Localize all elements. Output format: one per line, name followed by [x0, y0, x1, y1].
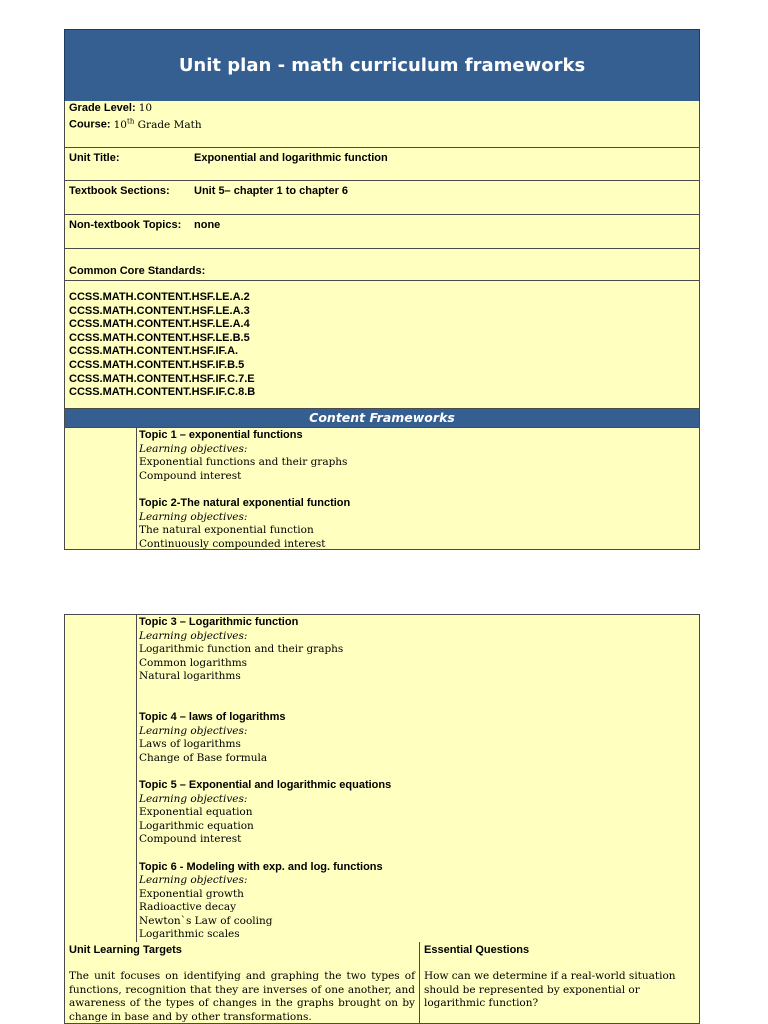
grade-course-row: [65, 101, 699, 147]
ccss-label-row: [65, 248, 699, 280]
course-label: Course:: [69, 118, 111, 131]
learning-targets-label: Unit Learning Targets: [69, 944, 182, 956]
essential-questions-text: How can we determine if a real-world situation should be represented by exponential or logarithmic function?: [424, 970, 676, 1010]
objective-item: Exponential growth: [139, 887, 244, 900]
nontextbook-value: none: [194, 219, 221, 231]
page-title-banner: [64, 29, 700, 102]
topic-title: Topic 3 – Logarithmic function: [139, 616, 299, 628]
targets-questions-row: [64, 942, 700, 1024]
objective-item: The natural exponential function: [139, 524, 314, 537]
objective-item: Laws of logarithms: [139, 738, 241, 751]
standard-item: CCSS.MATH.CONTENT.HSF.LE.A.2: [69, 291, 250, 303]
topics-table-page1: [64, 427, 700, 550]
objective-item: Natural logarithms: [139, 670, 241, 683]
topics-cell: [137, 428, 352, 549]
ccss-label: Common Core Standards:: [69, 265, 206, 277]
topic-title: Topic 5 – Exponential and logarithmic equations: [139, 778, 392, 791]
topic-title: Topic 1 – exponential functions: [139, 429, 303, 441]
objective-item: Newton`s Law of cooling: [139, 914, 273, 927]
topic-title: Topic 2-The natural exponential function: [139, 496, 351, 509]
topics-cell: [137, 615, 393, 942]
objective-item: Logarithmic function and their graphs: [139, 643, 344, 656]
unit-title-row: [65, 147, 699, 180]
essential-questions-cell: [420, 942, 699, 1023]
standard-item: CCSS.MATH.CONTENT.HSF.LE.A.4: [69, 318, 250, 331]
objective-item: Common logarithms: [139, 656, 248, 669]
objective-item: Logarithmic scales: [139, 928, 240, 941]
empty-cell: [65, 428, 137, 549]
textbook-row: [65, 180, 699, 214]
standard-item: CCSS.MATH.CONTENT.HSF.IF.B.5: [69, 358, 245, 371]
learning-objectives-label: Learning objectives:: [139, 792, 248, 805]
objective-item: Continuously compounded interest: [139, 537, 326, 550]
learning-objectives-label: Learning objectives:: [139, 874, 248, 887]
unit-title-value: Exponential and logarithmic function: [194, 152, 388, 164]
standard-item: CCSS.MATH.CONTENT.HSF.LE.B.5: [69, 331, 250, 344]
topic-title: Topic 4 – laws of logarithms: [139, 710, 286, 723]
standard-item: CCSS.MATH.CONTENT.HSF.IF.C.7.E: [69, 372, 255, 385]
grade-level-label: Grade Level:: [69, 102, 136, 114]
objective-item: Change of Base formula: [139, 751, 268, 764]
learning-targets-text: The unit focuses on identifying and graphing the two types of functions, recognition that they are inverses of one another, and awareness of the types of changes in the graphs brought on by change in base and by other transformations.: [69, 970, 415, 1023]
learning-objectives-label: Learning objectives:: [139, 442, 248, 455]
unit-info-table: [64, 101, 700, 428]
empty-cell: [65, 615, 137, 942]
standards-list: [65, 280, 699, 408]
objective-item: Radioactive decay: [139, 901, 237, 914]
learning-objectives-label: Learning objectives:: [139, 629, 248, 642]
learning-objectives-label: Learning objectives:: [139, 510, 248, 523]
nontextbook-row: [65, 214, 699, 248]
course-value: 10th Grade Math: [113, 117, 202, 131]
unit-title-label: Unit Title:: [69, 152, 120, 164]
textbook-label: Textbook Sections:: [69, 185, 170, 197]
objective-item: Exponential functions and their graphs: [139, 456, 348, 469]
content-frameworks-header: Content Frameworks: [65, 408, 699, 427]
learning-objectives-label: Learning objectives:: [139, 724, 248, 737]
essential-questions-label: Essential Questions: [424, 944, 530, 956]
standard-item: CCSS.MATH.CONTENT.HSF.LE.A.3: [69, 304, 250, 317]
learning-targets-cell: [65, 942, 420, 1023]
objective-item: Logarithmic equation: [139, 819, 254, 832]
objective-item: Exponential equation: [139, 806, 253, 819]
objective-item: Compound interest: [139, 833, 242, 846]
nontextbook-label: Non-textbook Topics:: [69, 219, 182, 231]
textbook-value: Unit 5– chapter 1 to chapter 6: [194, 185, 349, 197]
objective-item: Compound interest: [139, 469, 242, 482]
page-title: Unit plan - math curriculum frameworks: [178, 55, 586, 76]
topic-title: Topic 6 - Modeling with exp. and log. functions: [139, 860, 383, 873]
standard-item: CCSS.MATH.CONTENT.HSF.IF.C.8.B: [69, 386, 256, 399]
standard-item: CCSS.MATH.CONTENT.HSF.IF.A.: [69, 345, 239, 358]
topics-table-page2: [64, 614, 700, 943]
grade-level-value: 10: [138, 102, 153, 114]
